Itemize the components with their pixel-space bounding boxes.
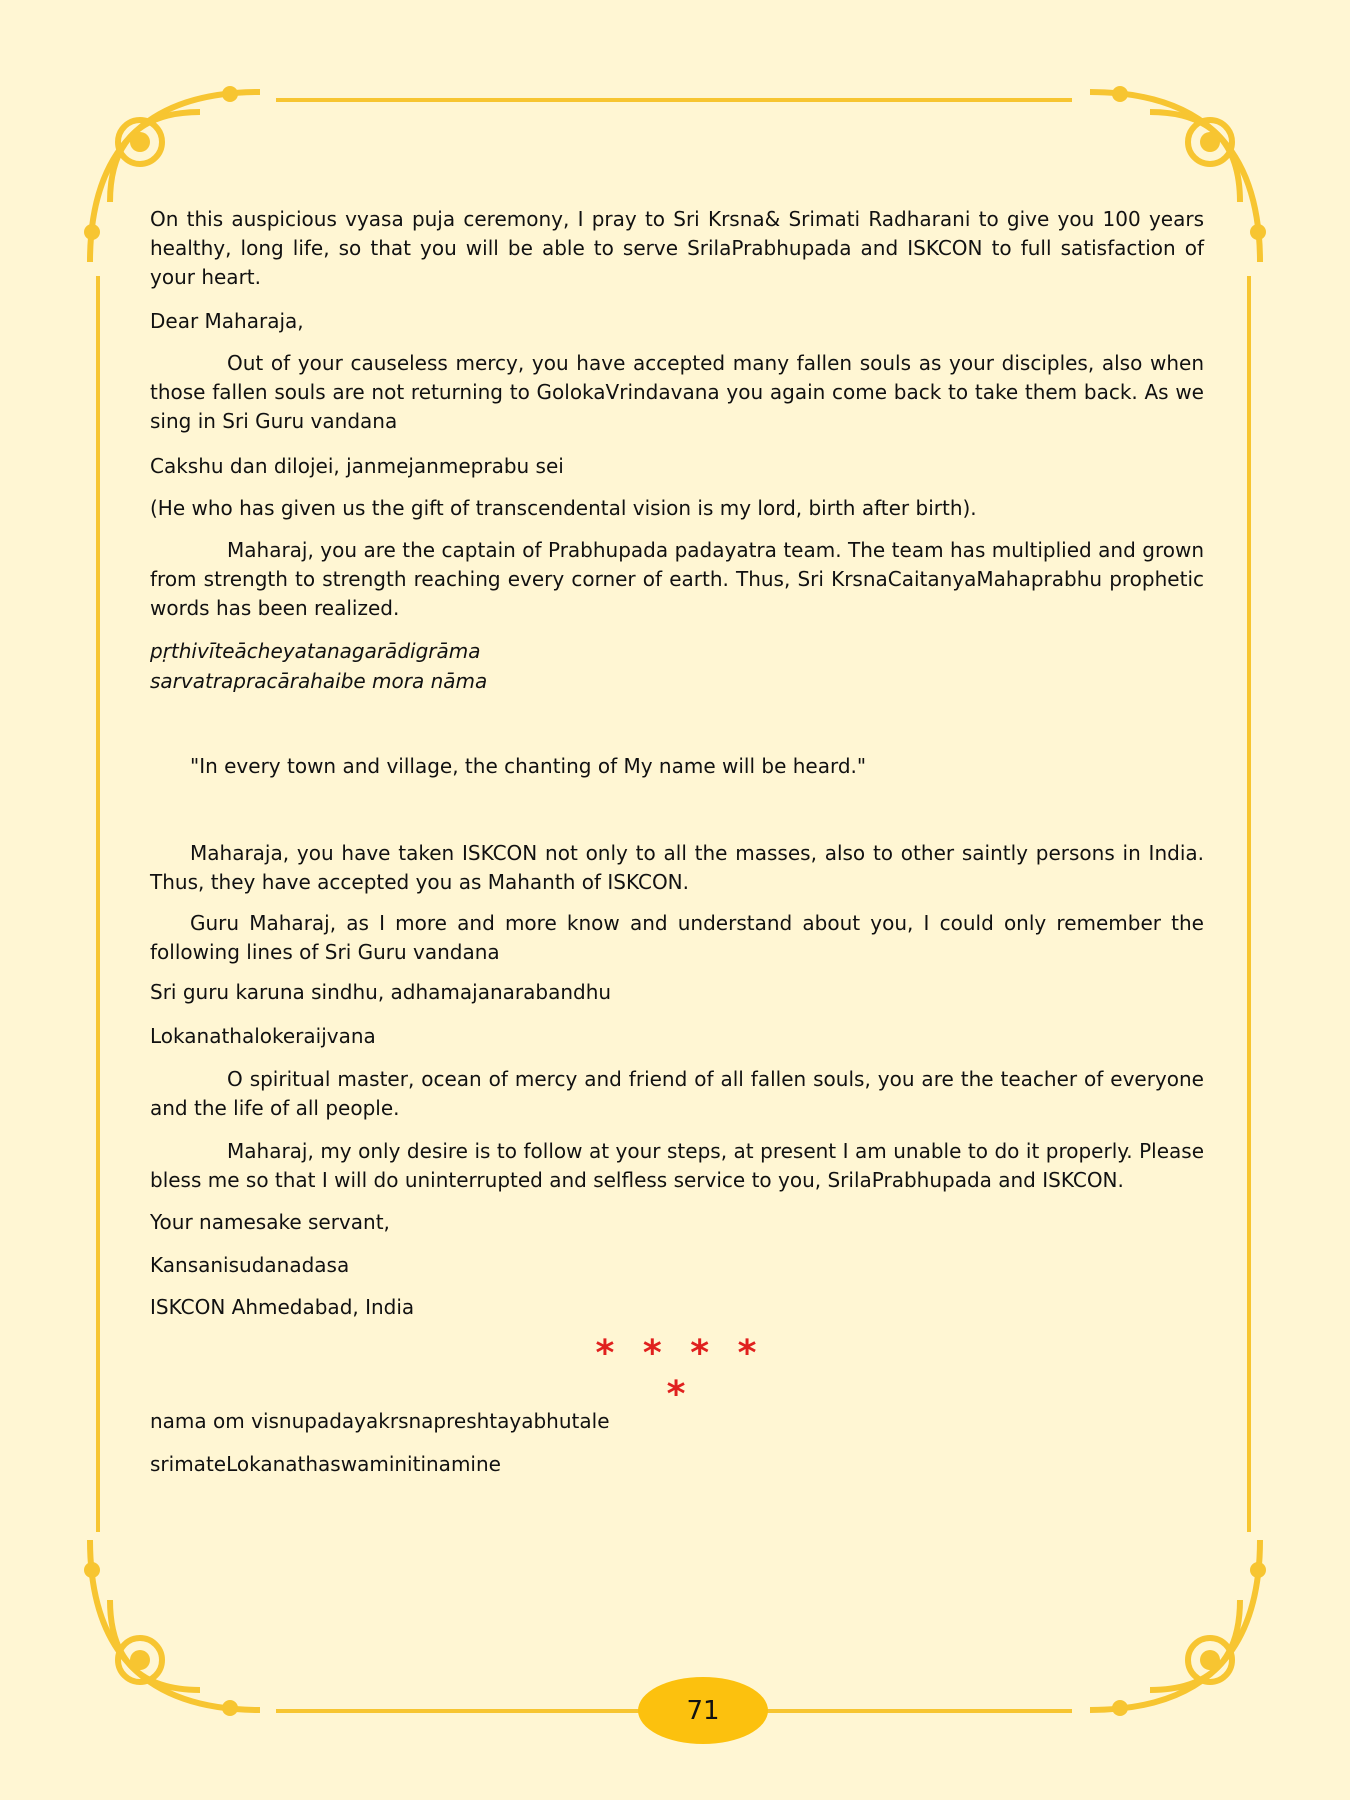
location: ISKCON Ahmedabad, India bbox=[150, 1295, 415, 1319]
verse: Sri guru karuna sindhu, adhamajanarabandhu bbox=[150, 980, 612, 1004]
border-top bbox=[276, 98, 1072, 102]
quote: "In every town and village, the chanting of My name will be heard." bbox=[190, 754, 867, 778]
mantra: srimateLokanathaswaminitinamine bbox=[150, 1452, 501, 1476]
border-right bbox=[1247, 276, 1251, 1532]
paragraph: Out of your causeless mercy, you have accepted many fallen souls as your disciples, also when those fallen souls are not returning to GolokaVrindavana you again come back to take them back. As we sing in Sri Guru vandana bbox=[150, 351, 1204, 433]
paragraph: On this auspicious vyasa puja ceremony, I pray to Sri Krsna& Srimati Radharani to give you 100 years healthy, long life, so that you will be able to serve SrilaPrabhupada and ISKCON to full satisfaction of your heart. bbox=[150, 207, 1204, 289]
page-number-text: 71 bbox=[686, 1695, 720, 1726]
ornament-corner-icon bbox=[1080, 1530, 1270, 1720]
separator-stars: * * * * * bbox=[595, 1333, 765, 1415]
verse: sarvatrapracārahaibe mora nāma bbox=[150, 669, 488, 693]
paragraph: Maharaj, my only desire is to follow at your steps, at present I am unable to do it properly. Please bless me so that I will do uninterrupted and selfless service to you, SrilaPrabhupada and ISKCON. bbox=[150, 1139, 1204, 1192]
page-number bbox=[638, 1677, 768, 1744]
paragraph: Maharaja, you have taken ISKCON not only to all the masses, also to other saintly persons in India. Thus, they have accepted you as Mahanth of ISKCON. bbox=[150, 841, 1204, 894]
verse: Cakshu dan dilojei, janmejanmeprabu sei bbox=[150, 454, 564, 478]
translation: (He who has given us the gift of transcendental vision is my lord, birth after birth). bbox=[150, 496, 977, 520]
paragraph: Guru Maharaj, as I more and more know and understand about you, I could only remember the following lines of Sri Guru vandana bbox=[150, 911, 1204, 964]
verse: pṛthivīteācheyatanagarādigrāma bbox=[150, 639, 481, 663]
verse: Lokanathalokeraijvana bbox=[150, 1024, 376, 1048]
signature: Kansanisudanadasa bbox=[150, 1253, 350, 1277]
paragraph: Maharaj, you are the captain of Prabhupada padayatra team. The team has multiplied and grown from strength to strength reaching every corner of earth. Thus, Sri KrsnaCaitanyaMahaprabhu prophetic words has been realized. bbox=[150, 538, 1204, 620]
paragraph: O spiritual master, ocean of mercy and friend of all fallen souls, you are the teacher of everyone and the life of all people. bbox=[150, 1067, 1204, 1120]
ornament-corner-icon bbox=[80, 1530, 270, 1720]
greeting: Dear Maharaja, bbox=[150, 309, 304, 333]
mantra: nama om visnupadayakrsnapreshtayabhutale bbox=[150, 1409, 610, 1433]
closing: Your namesake servant, bbox=[150, 1210, 390, 1234]
border-left bbox=[96, 276, 100, 1532]
